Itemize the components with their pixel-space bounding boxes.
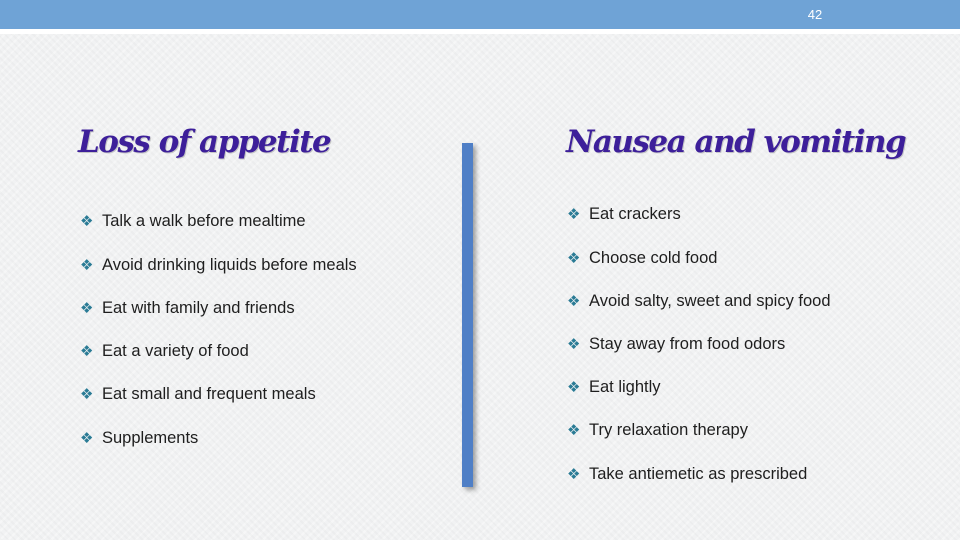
four-diamond-bullet-icon: ❖ xyxy=(80,342,94,360)
four-diamond-bullet-icon: ❖ xyxy=(80,429,94,447)
four-diamond-bullet-icon: ❖ xyxy=(567,378,581,396)
four-diamond-bullet-icon: ❖ xyxy=(80,256,94,274)
list-item xyxy=(567,421,748,440)
list-item-text: Eat crackers xyxy=(589,205,681,223)
four-diamond-bullet-icon: ❖ xyxy=(567,292,581,310)
list-item-text: Avoid drinking liquids before meals xyxy=(102,256,357,274)
four-diamond-bullet-icon: ❖ xyxy=(567,421,581,439)
four-diamond-bullet-icon: ❖ xyxy=(567,465,581,483)
top-bar-stripe xyxy=(0,29,960,34)
list-item-text: Eat lightly xyxy=(589,378,661,396)
list-item-text: Try relaxation therapy xyxy=(589,421,748,439)
list-item xyxy=(80,342,249,361)
four-diamond-bullet-icon: ❖ xyxy=(567,205,581,223)
four-diamond-bullet-icon: ❖ xyxy=(80,299,94,317)
top-accent-bar xyxy=(0,0,960,29)
list-item xyxy=(567,378,661,397)
list-item xyxy=(80,256,357,275)
list-item xyxy=(80,299,295,318)
list-item xyxy=(80,429,198,448)
list-item xyxy=(567,205,681,224)
list-item-text: Eat a variety of food xyxy=(102,342,249,360)
list-item-text: Stay away from food odors xyxy=(589,335,786,353)
page-number: 42 xyxy=(807,7,823,22)
list-item-text: Take antiemetic as prescribed xyxy=(589,465,808,483)
four-diamond-bullet-icon: ❖ xyxy=(80,385,94,403)
list-item-text: Eat with family and friends xyxy=(102,299,295,317)
list-item-text: Avoid salty, sweet and spicy food xyxy=(589,292,831,310)
list-item xyxy=(567,335,785,354)
list-item xyxy=(80,385,316,404)
list-item-text: Choose cold food xyxy=(589,249,718,267)
list-item xyxy=(80,212,306,231)
left-column-heading: Loss of appetite xyxy=(78,124,331,160)
four-diamond-bullet-icon: ❖ xyxy=(567,335,581,353)
list-item xyxy=(567,465,807,484)
right-column-heading: Nausea and vomiting xyxy=(566,124,906,160)
list-item xyxy=(567,249,717,268)
column-divider xyxy=(462,143,473,487)
list-item-text: Eat small and frequent meals xyxy=(102,385,316,403)
list-item-text: Talk a walk before mealtime xyxy=(102,212,306,230)
list-item xyxy=(567,292,831,311)
four-diamond-bullet-icon: ❖ xyxy=(80,212,94,230)
four-diamond-bullet-icon: ❖ xyxy=(567,249,581,267)
list-item-text: Supplements xyxy=(102,429,199,447)
